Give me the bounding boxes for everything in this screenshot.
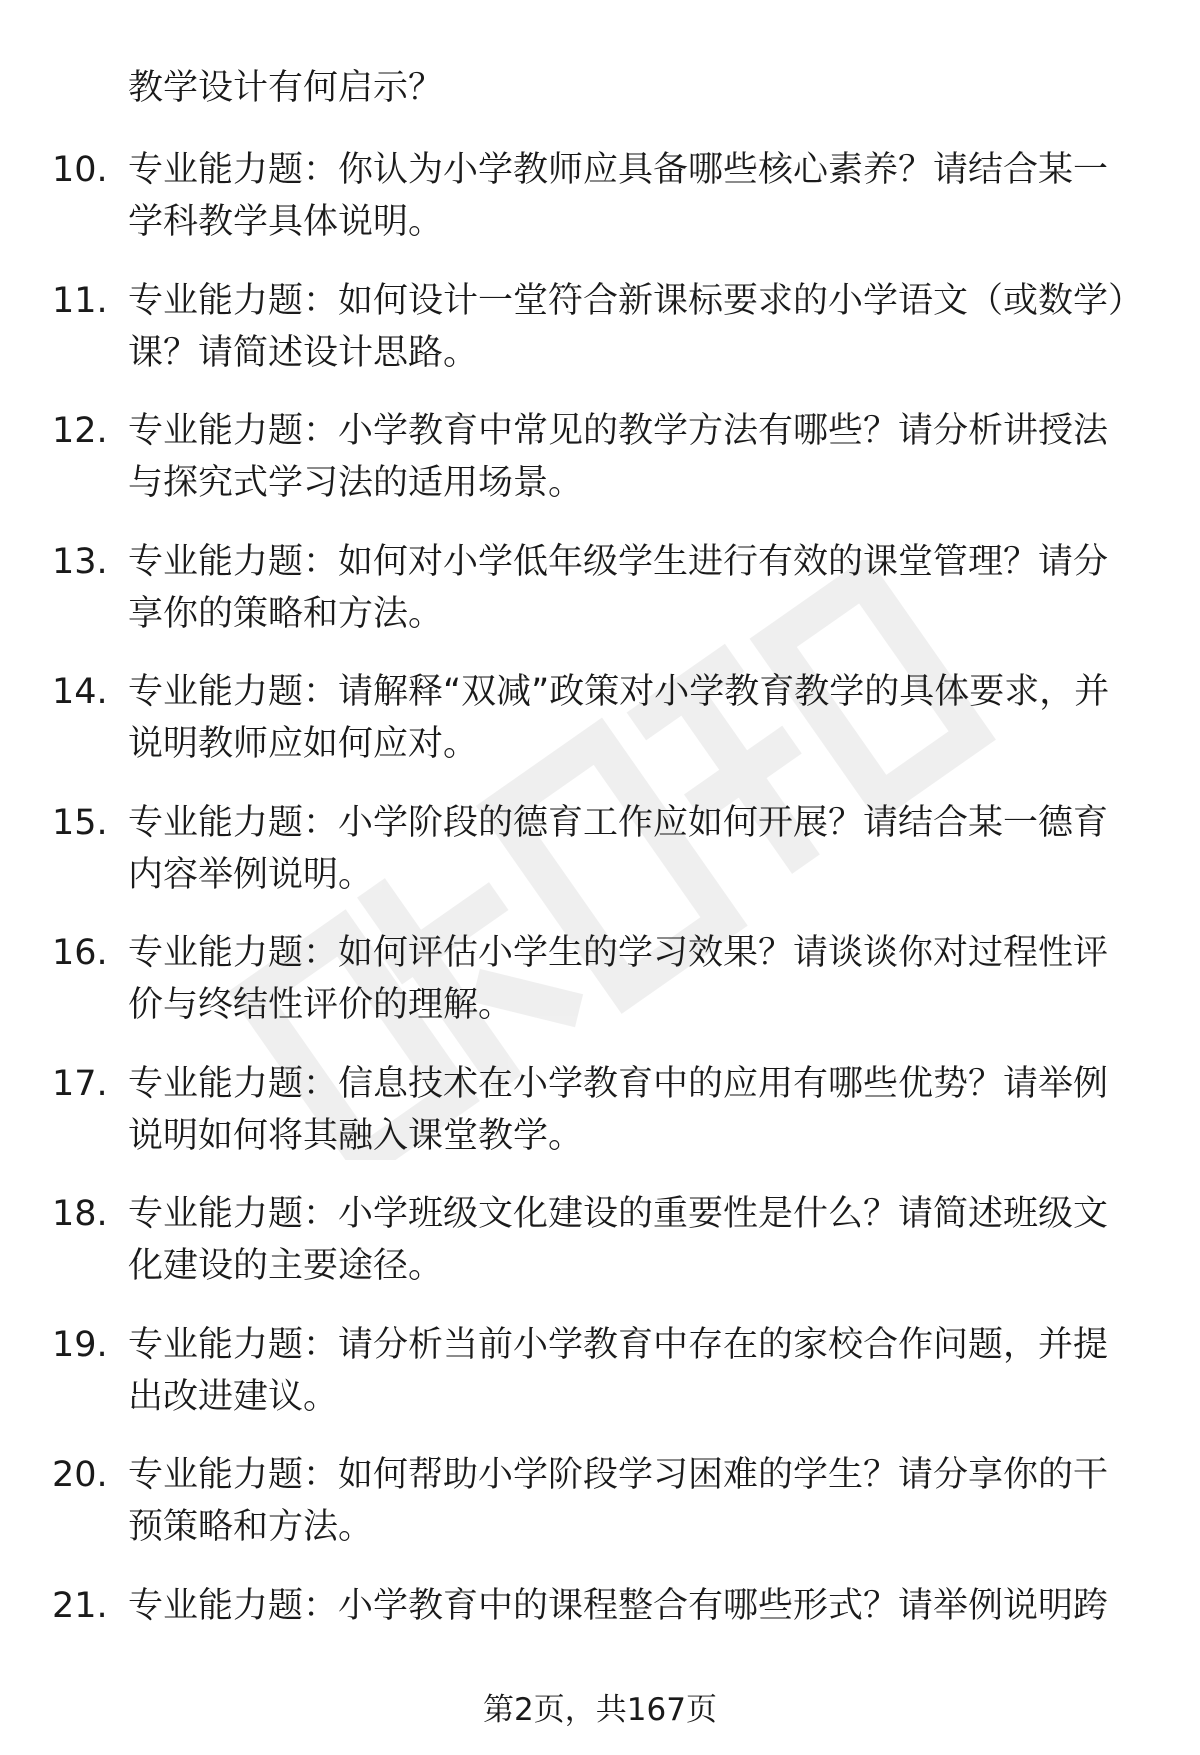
question-text: 专业能力题：小学班级文化建设的重要性是什么？请简述班级文化建设的主要途径。 <box>128 1194 1109 1286</box>
question-text: 专业能力题：信息技术在小学教育中的应用有哪些优势？请举例说明如何将其融入课堂教学。 <box>128 1063 1109 1156</box>
question-number: 16. <box>52 933 108 973</box>
question-list <box>0 144 1200 1710</box>
question-text: 专业能力题：小学阶段的德育工作应如何开展？请结合某一德育内容举例说明。 <box>128 802 1109 895</box>
question-text: 专业能力题：请分析当前小学教育中存在的家校合作问题，并提出改进建议。 <box>128 1324 1109 1417</box>
list-item <box>0 797 1200 928</box>
list-item <box>0 1058 1200 1189</box>
question-text: 专业能力题：如何对小学低年级学生进行有效的课堂管理？请分享你的策略和方法。 <box>128 541 1109 634</box>
question-number: 17. <box>52 1063 108 1104</box>
list-item <box>0 144 1200 275</box>
question-number: 11. <box>52 280 108 321</box>
list-item <box>0 536 1200 667</box>
list-item <box>0 1449 1200 1580</box>
question-number: 21. <box>52 1585 108 1626</box>
question-number: 14. <box>52 672 108 712</box>
question-number: 18. <box>52 1194 108 1234</box>
question-text: 专业能力题：请解释“双减”政策对小学教育教学的具体要求，并说明教师应如何应对。 <box>128 672 1110 764</box>
question-text: 专业能力题：如何评估小学生的学习效果？请谈谈你对过程性评价与终结性评价的理解。 <box>128 933 1109 1025</box>
question-text: 专业能力题：如何帮助小学阶段学习困难的学生？请分享你的干预策略和方法。 <box>128 1455 1109 1547</box>
list-item <box>0 666 1200 797</box>
list-item <box>0 1188 1200 1319</box>
question-number: 12. <box>52 411 108 451</box>
question-text: 专业能力题：小学教育中常见的教学方法有哪些？请分析讲授法与探究式学习法的适用场景。 <box>128 411 1109 503</box>
continued-question-text: 教学设计有何启示？ <box>128 68 444 108</box>
list-item <box>0 1319 1200 1450</box>
question-number: 10. <box>52 150 108 190</box>
question-text: 专业能力题：如何设计一堂符合新课标要求的小学语文（或数学）课？请简述设计思路。 <box>128 280 1126 373</box>
list-item <box>0 275 1200 406</box>
page-number-footer: 第2页，共167页 <box>483 1692 717 1728</box>
list-item <box>0 405 1200 536</box>
question-text: 专业能力题：小学教育中的课程整合有哪些形式？请举例说明跨 <box>128 1585 1109 1626</box>
question-number: 13. <box>52 541 108 582</box>
question-number: 19. <box>52 1324 108 1365</box>
question-number: 20. <box>52 1455 108 1495</box>
question-number: 15. <box>52 802 108 843</box>
question-text: 专业能力题：你认为小学教师应具备哪些核心素养？请结合某一学科教学具体说明。 <box>128 150 1109 242</box>
list-item <box>0 927 1200 1058</box>
